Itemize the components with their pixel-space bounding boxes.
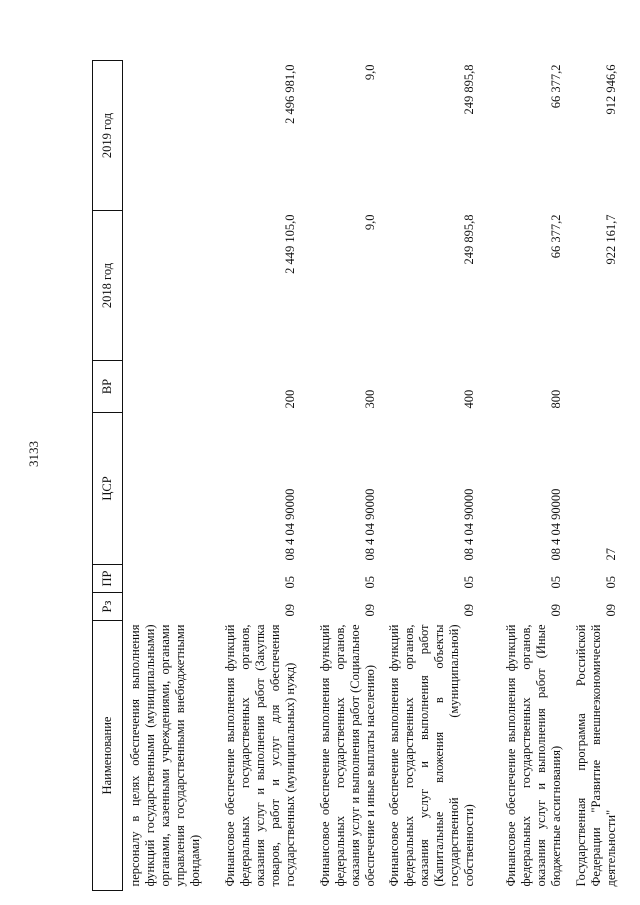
- row-csr-cell: 27: [604, 548, 618, 561]
- row-vr-cell: 200: [283, 389, 297, 409]
- row-rz-cell: 09: [363, 604, 377, 617]
- table-row: [483, 61, 570, 891]
- header-name: Наименование: [93, 621, 123, 891]
- header-2018: 2018 год: [93, 211, 123, 361]
- row-2018-cell: 9,0: [363, 214, 377, 231]
- page-number: 3133: [26, 441, 41, 467]
- row-2019-cell: 2 496 981,0: [283, 64, 297, 124]
- row-2018-cell: 922 161,7: [604, 214, 618, 265]
- header-2019: 2019 год: [93, 61, 123, 211]
- row-name-cell: персоналу в целях обеспечения выполнения функций государственными (муниципальными) органами, казенными учреждениями, органами управления государственными внебюджетными фондами): [128, 624, 202, 887]
- row-vr-cell: 400: [462, 389, 476, 409]
- table-row: [384, 61, 483, 891]
- header-vr: ВР: [93, 361, 123, 413]
- row-csr-cell: 08 4 04 90000: [363, 488, 377, 561]
- budget-table-container: [92, 61, 618, 891]
- row-pr-cell: 05: [462, 576, 476, 589]
- row-2018-cell: 2 449 105,0: [283, 214, 297, 274]
- row-rz-cell: 09: [549, 604, 563, 617]
- row-2018-cell: 66 377,2: [549, 214, 563, 259]
- table-row: [304, 61, 384, 891]
- row-csr-cell: 08 4 04 90000: [462, 488, 476, 561]
- header-rz: Рз: [93, 593, 123, 621]
- table-header-row: [93, 61, 123, 891]
- row-vr-cell: 300: [363, 389, 377, 409]
- row-rz-cell: 09: [283, 604, 297, 617]
- row-vr-cell: [570, 361, 625, 413]
- table-row: [123, 61, 210, 891]
- row-csr-cell: 08 4 04 90000: [549, 488, 563, 561]
- row-csr-cell: [123, 413, 210, 565]
- row-pr-cell: 05: [549, 576, 563, 589]
- budget-table: [92, 60, 625, 891]
- header-pr: ПР: [93, 565, 123, 593]
- header-csr: ЦСР: [93, 413, 123, 565]
- row-2018-cell: [123, 211, 210, 361]
- row-name-cell: Финансовое обеспечение выполнения функций федеральных государственных органов, оказания услуг и выполнения работ (Закупка товаров, работ и услуг для обеспечения государственных (муниципальных) нужд): [223, 624, 297, 887]
- row-name-cell: Государственная программа Российской Федерации "Развитие внешнеэкономической деятельности": [574, 624, 618, 887]
- row-name-cell: Финансовое обеспечение выполнения функций федеральных государственных органов, оказания услуг и выполнения работ (Капитальные вложения в объекты государственной (муниципальной) собственности): [387, 624, 476, 887]
- table-row: [209, 61, 304, 891]
- row-rz-cell: [123, 593, 210, 621]
- row-2019-cell: 912 946,6: [604, 64, 618, 115]
- table-row: [570, 61, 625, 891]
- row-pr-cell: [123, 565, 210, 593]
- row-csr-cell: 08 4 04 90000: [283, 488, 297, 561]
- row-name-cell: Финансовое обеспечение выполнения функций федеральных государственных органов, оказания услуг и выполнения работ (Социальное обеспечение и иные выплаты населению): [318, 624, 377, 887]
- row-2019-cell: 66 377,2: [549, 64, 563, 109]
- row-name-cell: Финансовое обеспечение выполнения функций федеральных государственных органов, оказания услуг и выполнения работ (Иные бюджетные ассигнования): [504, 624, 563, 887]
- row-vr-cell: 800: [549, 389, 563, 409]
- row-rz-cell: 09: [604, 604, 618, 617]
- row-pr-cell: 05: [283, 576, 297, 589]
- row-vr-cell: [123, 361, 210, 413]
- row-2019-cell: [123, 61, 210, 211]
- row-pr-cell: 05: [363, 576, 377, 589]
- row-rz-cell: 09: [462, 604, 476, 617]
- row-pr-cell: 05: [604, 576, 618, 589]
- row-2018-cell: 249 895,8: [462, 214, 476, 265]
- row-2019-cell: 249 895,8: [462, 64, 476, 115]
- row-2019-cell: 9,0: [363, 64, 377, 81]
